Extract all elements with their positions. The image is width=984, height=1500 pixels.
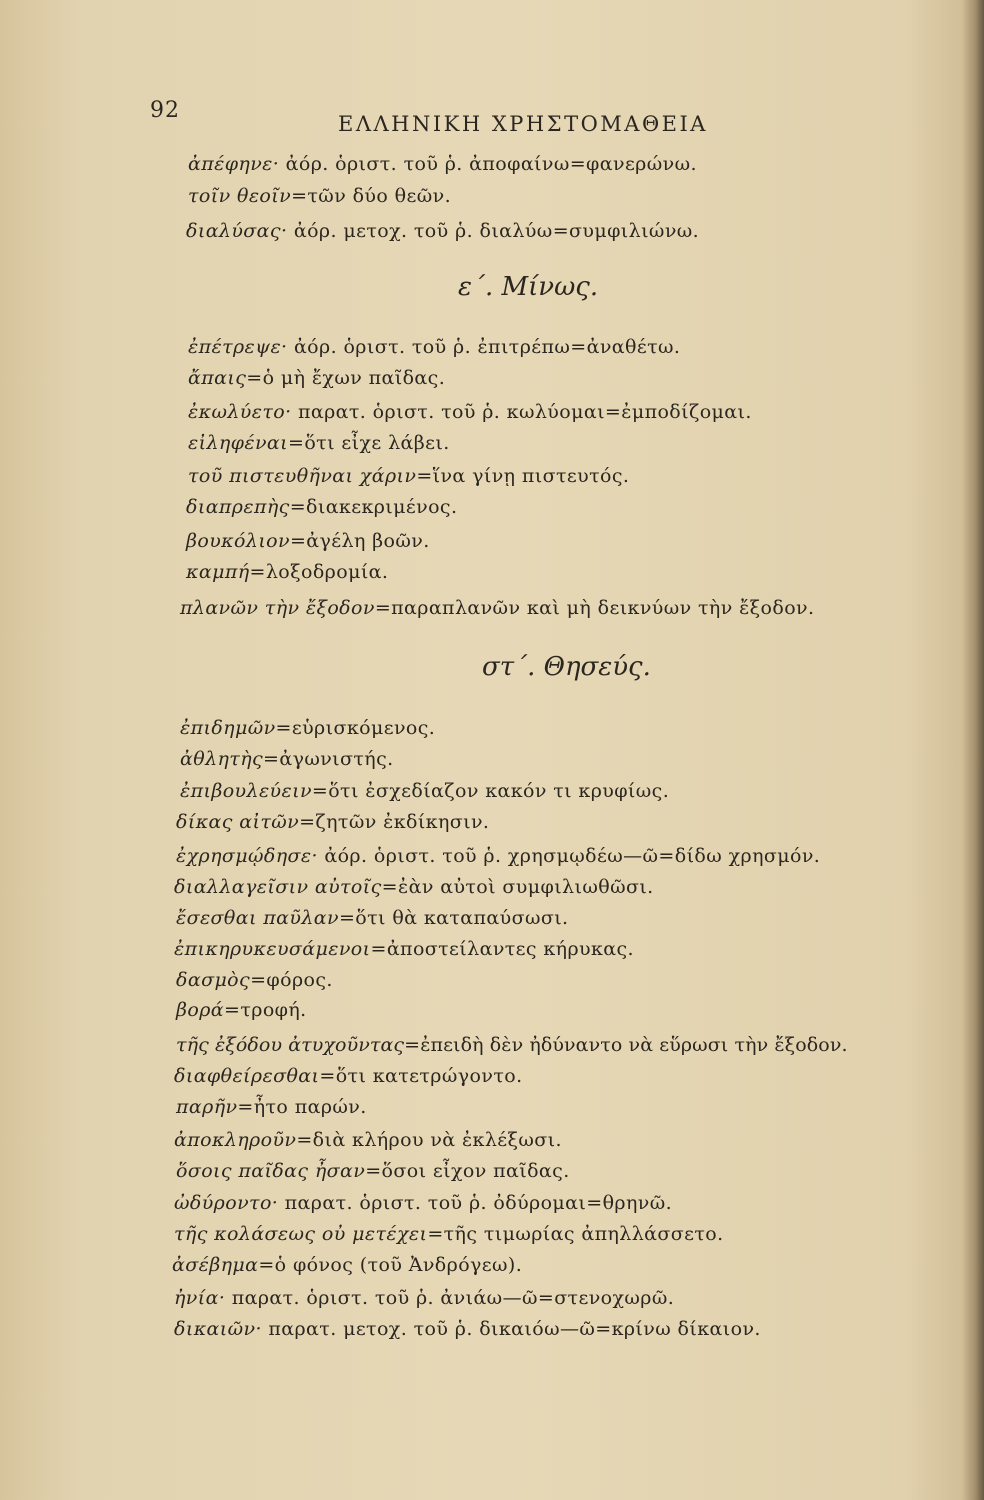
entry-gloss: παρατ. ὁριστ. τοῦ ῥ. ἀνιάω—ῶ=στενοχωρῶ. xyxy=(225,1287,675,1309)
entry-term: ἐχρησμῴδησε· xyxy=(176,845,318,867)
entry-gloss: παρατ. ὁριστ. τοῦ ῥ. κωλύομαι=ἐμποδίζομαι. xyxy=(291,401,752,423)
glossary-entry xyxy=(180,748,394,770)
entry-term: ἠνία· xyxy=(174,1287,226,1309)
glossary-entry xyxy=(176,845,820,867)
entry-gloss: =παραπλανῶν καὶ μὴ δεικνύων τὴν ἔξοδον. xyxy=(374,597,815,619)
entry-gloss: ἀόρ. ὁριστ. τοῦ ῥ. χρησμῳδέω—ῶ=δίδω χρησμόν. xyxy=(317,845,821,867)
entry-gloss: =τῆς τιμωρίας ἀπηλλάσσετο. xyxy=(427,1223,724,1245)
entry-term: ἀποκληροῦν xyxy=(174,1129,297,1151)
glossary-entry xyxy=(186,496,457,518)
entry-term: ἀπέφηνε· xyxy=(188,153,280,175)
entry-gloss: ἀόρ. μετοχ. τοῦ ῥ. διαλύω=συμφιλιώνω. xyxy=(287,220,700,242)
page-number: 92 xyxy=(150,98,180,123)
entry-term: ἐκωλύετο· xyxy=(188,401,292,423)
glossary-entry xyxy=(176,969,333,991)
entry-term: διαλλαγεῖσιν αὐτοῖς xyxy=(174,876,382,898)
entry-gloss: =ὅτι εἶχε λάβει. xyxy=(288,432,450,454)
section-heading: ε΄. Μίνως. xyxy=(458,272,599,302)
glossary-entry xyxy=(188,401,752,423)
entry-term: πλανῶν τὴν ἔξοδον xyxy=(180,597,375,619)
entry-gloss: παρατ. ὁριστ. τοῦ ῥ. ὀδύρομαι=θρηνῶ. xyxy=(278,1192,673,1214)
entry-gloss: =τροφή. xyxy=(224,999,307,1021)
entry-term: δικαιῶν· xyxy=(174,1318,262,1340)
glossary-entry xyxy=(188,185,451,207)
glossary-entry xyxy=(174,1129,562,1151)
entry-term: τοῦ πιστευθῆναι χάριν xyxy=(188,465,417,487)
entry-gloss: =ἐὰν αὐτοὶ συμφιλιωθῶσι. xyxy=(381,876,654,898)
entry-term: εἰληφέναι xyxy=(188,432,289,454)
entry-term: ἐπέτρεψε· xyxy=(188,336,288,358)
entry-gloss: =ὁ μὴ ἔχων παῖδας. xyxy=(246,367,446,389)
glossary-entry xyxy=(180,717,435,739)
glossary-entry xyxy=(176,999,307,1021)
entry-term: ἀθλητὴς xyxy=(180,748,264,770)
entry-term: ὠδύροντο· xyxy=(174,1192,279,1214)
glossary-entry xyxy=(174,938,634,960)
entry-term: καμπή xyxy=(186,561,250,583)
entry-term: βουκόλιον xyxy=(186,530,290,552)
glossary-entry xyxy=(188,336,680,358)
entry-gloss: =ὅσοι εἶχον παῖδας. xyxy=(365,1160,570,1182)
entry-term: βορά xyxy=(176,999,225,1021)
entry-term: ἀσέβημα xyxy=(172,1254,259,1276)
glossary-entry xyxy=(174,1192,672,1214)
entry-gloss: =φόρος. xyxy=(250,969,333,991)
glossary-entry xyxy=(188,432,450,454)
entry-term: παρῆν xyxy=(176,1096,238,1118)
entry-gloss: =ὁ φόνος (τοῦ Ἀνδρόγεω). xyxy=(258,1254,523,1276)
glossary-entry xyxy=(188,153,697,175)
glossary-entry xyxy=(174,1287,674,1309)
glossary-entry xyxy=(180,597,814,619)
glossary-entry xyxy=(188,367,445,389)
entry-term: ἐπιβουλεύειν xyxy=(180,780,312,802)
entry-term: διαπρεπὴς xyxy=(186,496,290,518)
glossary-entry xyxy=(180,780,669,802)
entry-gloss: =ἐπειδὴ δὲν ἠδύναντο νὰ εὕρωσι τὴν ἔξοδον. xyxy=(404,1034,848,1056)
glossary-entry xyxy=(176,1034,848,1056)
entry-gloss: ἀόρ. ὁριστ. τοῦ ῥ. ἀποφαίνω=φανερώνω. xyxy=(279,153,697,175)
entry-term: τῆς ἐξόδου ἀτυχοῦντας xyxy=(176,1034,405,1056)
entry-term: δίκας αἰτῶν xyxy=(176,811,300,833)
entry-term: τοῖν θεοῖν xyxy=(188,185,292,207)
entry-term: ἐπιδημῶν xyxy=(180,717,276,739)
entry-gloss: =ἦτο παρών. xyxy=(237,1096,367,1118)
entry-gloss: =ἀποστείλαντες κήρυκας. xyxy=(370,938,634,960)
entry-gloss: ἀόρ. ὁριστ. τοῦ ῥ. ἐπιτρέπω=ἀναθέτω. xyxy=(287,336,681,358)
entry-gloss: =διακεκριμένος. xyxy=(289,496,458,518)
glossary-entry xyxy=(174,876,654,898)
glossary-entry xyxy=(174,1318,761,1340)
entry-term: διαφθείρεσθαι xyxy=(174,1065,320,1087)
glossary-entry xyxy=(172,1254,522,1276)
entry-term: ἄπαις xyxy=(188,367,247,389)
entry-term: τῆς κολάσεως οὐ μετέχει xyxy=(174,1223,428,1245)
entry-gloss: παρατ. μετοχ. τοῦ ῥ. δικαιόω—ῶ=κρίνω δίκαιον. xyxy=(261,1318,761,1340)
entry-term: δασμὸς xyxy=(176,969,251,991)
entry-term: ἔσεσθαι παῦλαν xyxy=(176,907,339,929)
entry-gloss: =ὅτι ἐσχεδίαζον κακόν τι κρυφίως. xyxy=(311,780,670,802)
glossary-entry xyxy=(176,907,569,929)
glossary-entry xyxy=(176,1160,570,1182)
entry-gloss: =ἀγέλη βοῶν. xyxy=(289,530,430,552)
glossary-entry xyxy=(174,1065,523,1087)
glossary-entry xyxy=(186,561,388,583)
entry-gloss: =εὑρισκόμενος. xyxy=(275,717,436,739)
entry-gloss: =λοξοδρομία. xyxy=(249,561,389,583)
entry-gloss: =τῶν δύο θεῶν. xyxy=(291,185,452,207)
entry-term: ὅσοις παῖδας ἦσαν xyxy=(176,1160,366,1182)
glossary-entry xyxy=(186,530,430,552)
glossary-entry xyxy=(188,465,629,487)
entry-gloss: =διὰ κλήρου νὰ ἐκλέξωσι. xyxy=(296,1129,562,1151)
section-heading: στ΄. Θησεύς. xyxy=(482,652,651,682)
glossary-entry xyxy=(186,220,699,242)
entry-gloss: =ἵνα γίνῃ πιστευτός. xyxy=(416,465,630,487)
entry-term: διαλύσας· xyxy=(186,220,288,242)
entry-gloss: =ὅτι κατετρώγοντο. xyxy=(319,1065,523,1087)
glossary-entry xyxy=(176,1096,367,1118)
entry-gloss: =ζητῶν ἐκδίκησιν. xyxy=(299,811,490,833)
glossary-entry xyxy=(174,1223,724,1245)
page-edge-shadow xyxy=(962,0,984,1500)
running-title: ΕΛΛΗΝΙΚΗ ΧΡΗΣΤΟΜΑΘΕΙΑ xyxy=(338,112,708,136)
entry-term: ἐπικηρυκευσάμενοι xyxy=(174,938,371,960)
entry-gloss: =ὅτι θὰ καταπαύσωσι. xyxy=(338,907,569,929)
glossary-entry xyxy=(176,811,489,833)
entry-gloss: =ἀγωνιστής. xyxy=(263,748,394,770)
